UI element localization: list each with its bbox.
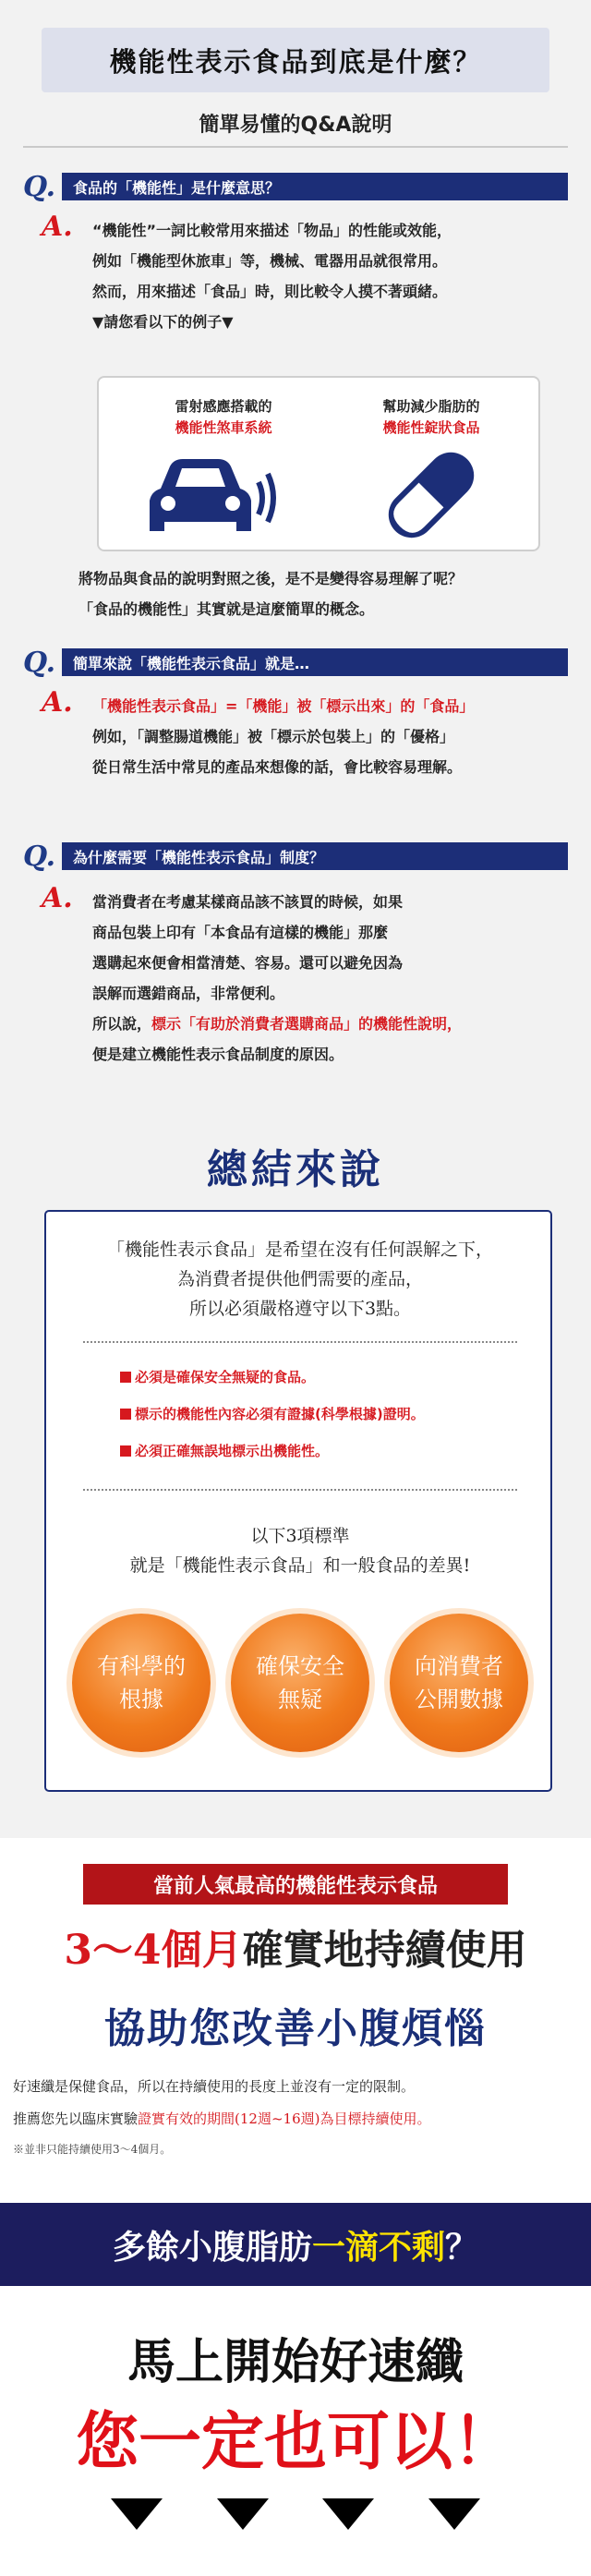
- summary-intro-line: 為消費者提供他們需要的產品，: [176, 1269, 423, 1289]
- summary-intro: [46, 1235, 554, 1324]
- capsule-icon: [376, 444, 487, 546]
- summary-box: [44, 1210, 552, 1792]
- example-box: [97, 376, 540, 551]
- example-right-label: [339, 396, 524, 439]
- standards-line: 以下3項標準: [250, 1526, 350, 1546]
- circle-line: 根據: [119, 1687, 163, 1712]
- promo-paragraph-prefix: 推薦您先以臨床實驗: [13, 2110, 139, 2127]
- circle-line: 有科學的: [97, 1653, 186, 1679]
- circle-line: 向消費者: [415, 1653, 503, 1679]
- answer-1: [92, 215, 573, 337]
- banner-highlight: 一滴不剩: [311, 2228, 445, 2267]
- bullet-text: 必須正確無誤地標示出機能性。: [135, 1443, 330, 1459]
- standards-line: 就是「機能性表示食品」和一般食品的差異!: [129, 1555, 471, 1576]
- a-mark: A.: [42, 211, 73, 243]
- promo-headline-2: 協助您改善小腹煩惱: [104, 2005, 487, 2052]
- bullet-square-icon: [120, 1445, 131, 1457]
- example-left-line2: 機能性煞車系統: [175, 419, 272, 436]
- example-left-label: [131, 396, 316, 439]
- answer-2-line: 從日常生活中常見的產品來想像的話，會比較容易理解。: [92, 758, 463, 776]
- bullet-text: 標示的機能性內容必須有證據(科學根據)證明。: [135, 1406, 425, 1422]
- summary-standards: [46, 1521, 554, 1580]
- answer-3-highlight: 標示「有助於消費者選購商品」的機能性說明，: [151, 1015, 463, 1033]
- down-triangle-icon: [322, 2498, 374, 2530]
- banner-text: 多餘小腹脂肪: [112, 2228, 312, 2267]
- promo-paragraph-red: 證實有效的期間(12週~16週)為目標持續使用。: [138, 2110, 431, 2127]
- summary-title: 總結來說: [207, 1146, 384, 1193]
- circle-line: 公開數據: [415, 1687, 503, 1712]
- answer-2: [92, 691, 573, 782]
- standard-circle: [231, 1614, 369, 1752]
- question-3: [23, 841, 568, 872]
- belly-fat-banner: [0, 2203, 591, 2286]
- promo-paragraph-line: 好速纖是保健食品，所以在持續使用的長度上並沒有一定的限制。: [13, 2078, 416, 2095]
- bullet-text: 必須是確保安全無疑的食品。: [135, 1369, 316, 1385]
- question-1-text: 食品的「機能性」是什麼意思？: [62, 173, 568, 200]
- answer-3-line: 商品包裝上印有「本食品有這樣的機能」那麼: [92, 924, 389, 941]
- q-mark: Q.: [23, 840, 56, 873]
- answer-1-line: 例如「機能型休旅車」等，機械、電器用品就很常用。: [92, 252, 448, 270]
- answer-3-line: 選購起來便會相當清楚、容易。還可以避免因為: [92, 954, 404, 972]
- answer-1-line: 然而，用來描述「食品」時，則比較令人摸不著頭緒。: [92, 283, 448, 300]
- question-1: [23, 171, 568, 202]
- example-right-line2: 機能性錠狀食品: [382, 419, 480, 436]
- down-arrows: [111, 2498, 480, 2530]
- question-3-text: 為什麼需要「機能性表示食品」制度？: [62, 842, 568, 870]
- answer-3-line: 誤解而選錯商品，非常便利。: [92, 985, 285, 1002]
- dotted-divider: [83, 1341, 517, 1343]
- summary-intro-line: 「機能性表示食品」是希望在沒有任何誤解之下，: [106, 1240, 493, 1260]
- down-triangle-icon: [428, 2498, 480, 2530]
- a-mark: A.: [42, 686, 73, 719]
- promo-headline: [0, 1917, 591, 1976]
- answer-3: [92, 887, 573, 1070]
- summary-bullet: [120, 1404, 425, 1423]
- page-title: 機能性表示食品到底是什麼？: [109, 45, 482, 78]
- answer-1-line: “機能性”一詞比較常用來描述「物品」的性能或效能，: [92, 222, 452, 239]
- promo-headline-rest: 確實地持續使用: [242, 1927, 527, 1974]
- down-triangle-icon: [111, 2498, 163, 2530]
- summary-intro-line: 所以必須嚴格遵守以下3點。: [188, 1299, 412, 1319]
- q-mark: Q.: [23, 170, 56, 203]
- page-subtitle: 簡單易懂的Q&A說明: [199, 114, 392, 137]
- conclusion-line: 「食品的機能性」其實就是這麼簡單的概念。: [78, 600, 375, 618]
- bullet-square-icon: [120, 1409, 131, 1420]
- cta-line-2: 您一定也可以！: [75, 2406, 515, 2479]
- answer-3-prefix: 所以說，: [92, 1015, 152, 1033]
- question-2: [23, 647, 568, 678]
- divider: [23, 146, 568, 148]
- page-title-banner: [42, 28, 549, 92]
- answer-1-conclusion: [78, 563, 559, 624]
- car-icon: [140, 450, 279, 538]
- standard-circle: [72, 1614, 211, 1752]
- a-mark: A.: [42, 882, 73, 914]
- answer-3-line: 當消費者在考慮某樣商品該不該買的時候，如果: [92, 893, 404, 911]
- answer-3-line: 便是建立機能性表示食品制度的原因。: [92, 1046, 344, 1063]
- example-right-line1: 幫助減少脂肪的: [382, 398, 480, 415]
- summary-bullet: [120, 1367, 315, 1386]
- bullet-square-icon: [120, 1372, 131, 1383]
- down-triangle-icon: [217, 2498, 269, 2530]
- question-2-text: 簡單來說「機能性表示食品」就是…: [62, 648, 568, 676]
- answer-3-line: [92, 1009, 573, 1039]
- standard-circle: [390, 1614, 528, 1752]
- summary-bullet: [120, 1441, 329, 1460]
- promo-paragraph-line: [13, 2109, 585, 2128]
- promo-bar: 當前人氣最高的機能性表示食品: [83, 1864, 508, 1905]
- answer-2-line: 例如，「調整腸道機能」被「標示於包裝上」的「優格」: [92, 728, 455, 745]
- cta-line-1: 馬上開始好速纖: [127, 2335, 464, 2390]
- circle-line: 確保安全: [256, 1653, 344, 1679]
- circle-line: 無疑: [278, 1687, 322, 1712]
- answer-2-highlight: 「機能性表示食品」=「機能」被「標示出來」的「食品」: [92, 697, 475, 715]
- promo-headline-red: 3～4個月: [64, 1927, 243, 1974]
- example-left-line1: 雷射感應搭載的: [175, 398, 272, 415]
- conclusion-line: 將物品與食品的說明對照之後，是不是變得容易理解了呢？: [78, 570, 464, 587]
- q-mark: Q.: [23, 646, 56, 679]
- dotted-divider: [83, 1489, 517, 1491]
- answer-1-line: ▼請您看以下的例子▼: [92, 313, 234, 331]
- promo-footnote: ※並非只能持續使用3～4個月。: [13, 2143, 172, 2156]
- banner-end: ？: [445, 2228, 479, 2267]
